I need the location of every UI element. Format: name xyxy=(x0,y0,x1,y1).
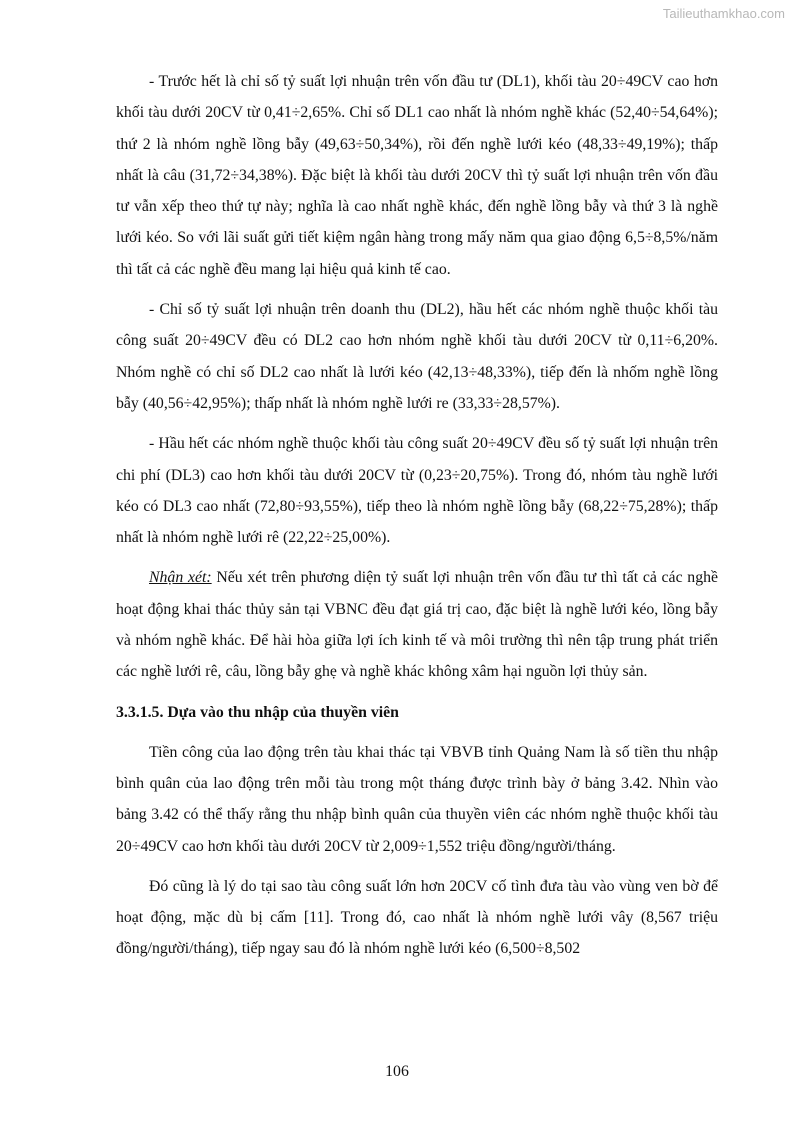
page-content xyxy=(116,66,718,965)
spacer xyxy=(116,862,718,871)
paragraph-dl3: - Hầu hết các nhóm nghề thuộc khối tàu công suất 20÷49CV đều số tỷ suất lợi nhuận trên chi phí (DL3) cao hơn khối tàu dưới 20CV từ (0,23÷20,75%). Trong đó, nhóm tàu nghề lưới kéo có DL3 cao nhất (72,80÷93,55%), tiếp theo là nhóm nghề lồng bẫy (68,22÷75,28%); thấp nhất là nhóm nghề lưới rê (22,22÷25,00%). xyxy=(116,435,718,547)
spacer xyxy=(116,728,718,737)
spacer xyxy=(116,419,718,428)
spacer xyxy=(116,285,718,294)
paragraph-dl2: - Chỉ số tỷ suất lợi nhuận trên doanh thu (DL2), hầu hết các nhóm nghề thuộc khối tàu công suất 20÷49CV đều có DL2 cao hơn nhóm nghề khối tàu dưới 20CV từ 0,11÷6,20%. Nhóm nghề có chỉ số DL2 cao nhất là lưới kéo (42,13÷48,33%), tiếp đến là nhốm nghề lồng bẫy (40,56÷42,95%); thấp nhất là nhóm nghề lưới re (33,33÷28,57%). xyxy=(116,301,718,412)
remark-label: Nhận xét: xyxy=(149,569,212,587)
paragraph-income: Tiền công của lao động trên tàu khai thác tại VBVB tỉnh Quảng Nam là số tiền thu nhập bình quân của lao động trên mỗi tàu trong một tháng được trình bày ở bảng 3.42. Nhìn vào bảng 3.42 có thể thấy rằng thu nhập bình quân của thuyền viên các nhóm nghề thuộc khối tàu 20÷49CV cao hơn khối tàu dưới 20CV từ 2,009÷1,552 triệu đồng/người/tháng. xyxy=(116,743,718,855)
paragraph-dl1: - Trước hết là chỉ số tỷ suất lợi nhuận trên vốn đầu tư (DL1), khối tàu 20÷49CV cao hơn khối tàu dưới 20CV từ 0,41÷2,65%. Chỉ số DL1 cao nhất là nhóm nghề khác (52,40÷54,64%); thứ 2 là nhóm nghề lồng bẫy (49,63÷50,34%), rồi đến nghề lưới kéo (48,33÷49,19%); thấp nhất là câu (31,72÷34,38%). Đặc biệt là khối tàu dưới 20CV thì tỷ suất lợi nhuận trên vốn đầu tư vẫn xếp theo thứ tự này; nghĩa là cao nhất nghề khác, đến nghề lồng bẫy và thứ 3 là nghề lưới kéo. So với lãi suất gửi tiết kiệm ngân hàng trong mấy năm qua giao động 6,5÷8,5%/năm thì tất cả các nghề đều mang lại hiệu quả kinh tế cao. xyxy=(116,73,718,278)
page-number: 106 xyxy=(385,1063,409,1080)
watermark: Tailieuthamkhao.com xyxy=(662,6,785,21)
spacer xyxy=(116,553,718,562)
paragraph-reason: Đó cũng là lý do tại sao tàu công suất lớn hơn 20CV cố tình đưa tàu vào vùng ven bờ để hoạt động, mặc dù bị cấm [11]. Trong đó, cao nhất là nhóm nghề lưới vây (8,567 triệu đồng/người/tháng), tiếp ngay sau đó là nhóm nghề lưới kéo (6,500÷8,502 xyxy=(116,877,718,958)
spacer xyxy=(116,688,718,697)
paragraph-remark xyxy=(116,562,718,687)
section-heading: 3.3.1.5. Dựa vào thu nhập của thuyền viên xyxy=(116,703,399,721)
remark-text: Nếu xét trên phương diện tỷ suất lợi nhuận trên vốn đầu tư thì tất cả các nghề hoạt động khai thác thủy sản tại VBNC đều đạt giá trị cao, đặc biệt là nghề lưới kéo, lồng bẫy và nhóm nghề khác. Để hài hòa giữa lợi ích kinh tế và môi trường thì nên tập trung phát triển các nghề lưới rê, câu, lồng bẫy ghẹ và nghề khác không xâm hại nguồn lợi thủy sản. xyxy=(116,569,718,681)
